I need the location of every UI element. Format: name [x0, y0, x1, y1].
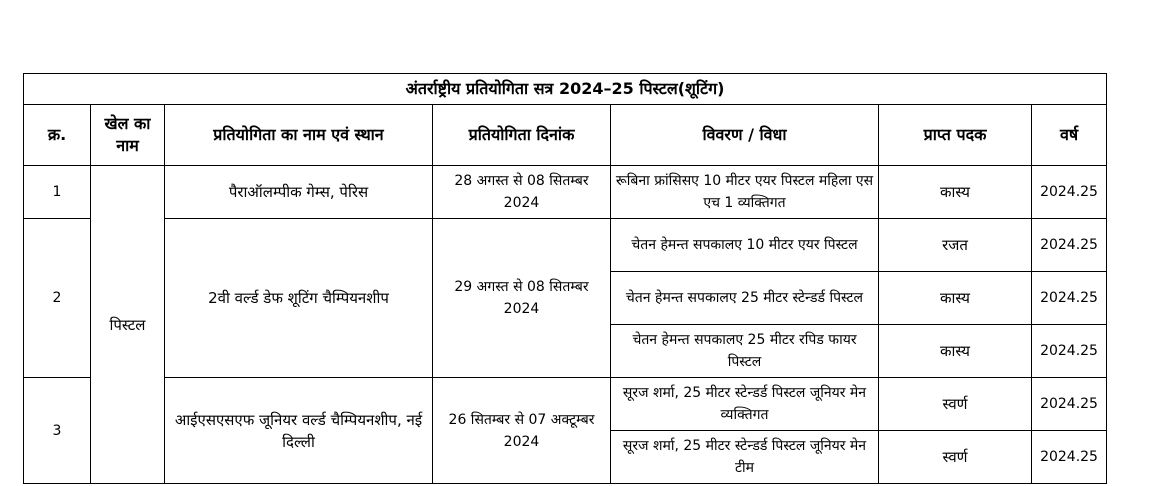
row-medal: रजत [879, 219, 1032, 272]
table-title: अंतर्राष्ट्रीय प्रतियोगिता सत्र 2024–25 पिस्टल(शूटिंग) [24, 74, 1107, 105]
row-year: 2024.25 [1032, 325, 1107, 378]
medal-table [23, 73, 1107, 484]
header-details: विवरण / विधा [611, 105, 879, 166]
header-competition: प्रतियोगिता का नाम एवं स्थान [165, 105, 433, 166]
row-medal: कास्य [879, 272, 1032, 325]
row-year: 2024.25 [1032, 166, 1107, 219]
row-competition: पैराऑलम्पीक गेम्स, पेरिस [165, 166, 433, 219]
row-sno: 3 [24, 378, 91, 484]
row-competition: 2वी वर्ल्ड डेफ शूटिंग चैम्पियनशीप [165, 219, 433, 378]
header-medal: प्राप्त पदक [879, 105, 1032, 166]
table-row [24, 166, 1107, 219]
row-year: 2024.25 [1032, 219, 1107, 272]
header-sno: क्र. [24, 105, 91, 166]
table-row [24, 378, 1107, 431]
row-competition: आईएसएसएफ जूनियर वर्ल्ड चैम्पियनशीप, नई दिल्ली [165, 378, 433, 484]
sport-name: पिस्टल [91, 166, 165, 484]
row-details: चेतन हेमन्त सपकालए 25 मीटर स्टेन्डर्ड पिस्टल [611, 272, 879, 325]
row-medal: स्वर्ण [879, 378, 1032, 431]
header-year: वर्ष [1032, 105, 1107, 166]
row-date: 29 अगस्त से 08 सितम्बर 2024 [433, 219, 611, 378]
header-sport: खेल का नाम [91, 105, 165, 166]
row-sno: 1 [24, 166, 91, 219]
row-date: 28 अगस्त से 08 सितम्बर 2024 [433, 166, 611, 219]
row-medal: स्वर्ण [879, 431, 1032, 484]
table-row [24, 219, 1107, 272]
row-medal: कास्य [879, 166, 1032, 219]
row-sno: 2 [24, 219, 91, 378]
row-details: सूरज शर्मा, 25 मीटर स्टेन्डर्ड पिस्टल जूनियर मेन टीम [611, 431, 879, 484]
row-details: सूरज शर्मा, 25 मीटर स्टेन्डर्ड पिस्टल जूनियर मेन व्यक्तिगत [611, 378, 879, 431]
row-details: चेतन हेमन्त सपकालए 25 मीटर रपिड फायर पिस्टल [611, 325, 879, 378]
row-details: रूबिना फ्रांसिसए 10 मीटर एयर पिस्टल महिला एस एच 1 व्यक्तिगत [611, 166, 879, 219]
header-date: प्रतियोगिता दिनांक [433, 105, 611, 166]
row-medal: कास्य [879, 325, 1032, 378]
row-year: 2024.25 [1032, 272, 1107, 325]
row-details: चेतन हेमन्त सपकालए 10 मीटर एयर पिस्टल [611, 219, 879, 272]
row-date: 26 सितम्बर से 07 अक्टूम्बर 2024 [433, 378, 611, 484]
row-year: 2024.25 [1032, 378, 1107, 431]
row-year: 2024.25 [1032, 431, 1107, 484]
